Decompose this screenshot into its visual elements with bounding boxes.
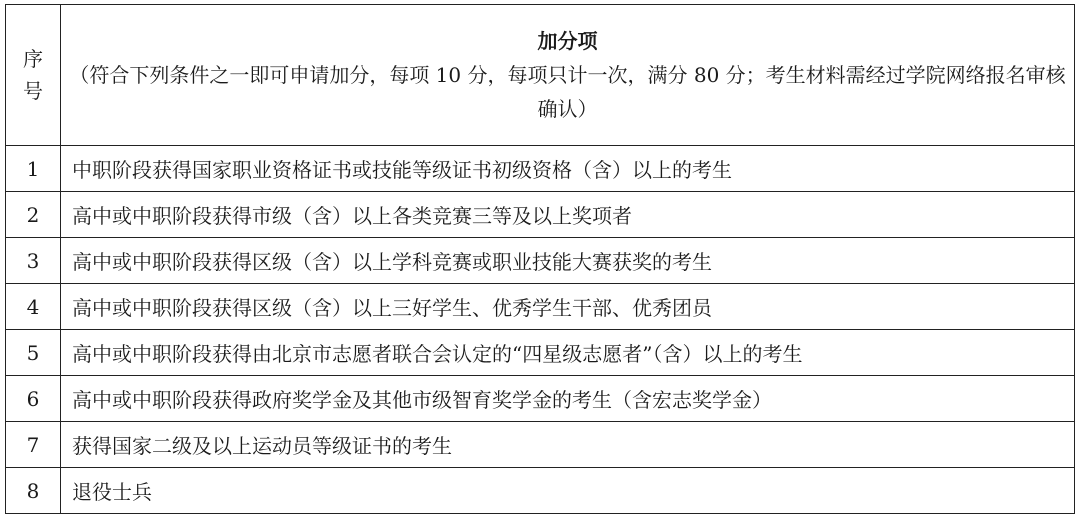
row-number: 6 [6,376,61,422]
serial-number-header-char-2: 号 [23,79,43,103]
row-number: 8 [6,468,61,514]
bonus-points-table [5,4,1075,514]
row-criterion: 高中或中职阶段获得市级（含）以上各类竞赛三等及以上奖项者 [61,192,1075,238]
table-row [6,376,1075,422]
bonus-item-header-note: （符合下列条件之一即可申请加分，每项 10 分，每项只计一次，满分 80 分；考生材料需经过学院网络报名审核确认） [69,63,1066,121]
row-criterion: 高中或中职阶段获得区级（含）以上三好学生、优秀学生干部、优秀团员 [61,284,1075,330]
bonus-item-header-title: 加分项 [537,29,598,53]
table-row [6,146,1075,192]
table-row [6,330,1075,376]
table-row [6,468,1075,514]
bonus-points-table-container [5,4,1074,514]
row-criterion: 中职阶段获得国家职业资格证书或技能等级证书初级资格（含）以上的考生 [61,146,1075,192]
row-criterion: 高中或中职阶段获得区级（含）以上学科竞赛或职业技能大赛获奖的考生 [61,238,1075,284]
row-number: 5 [6,330,61,376]
table-row [6,422,1075,468]
table-row [6,284,1075,330]
row-number: 4 [6,284,61,330]
row-number: 2 [6,192,61,238]
table-row [6,238,1075,284]
row-criterion: 获得国家二级及以上运动员等级证书的考生 [61,422,1075,468]
row-criterion: 退役士兵 [61,468,1075,514]
bonus-item-header [61,5,1075,146]
row-number: 3 [6,238,61,284]
table-header-row [6,5,1075,146]
row-criterion: 高中或中职阶段获得由北京市志愿者联合会认定的“四星级志愿者”（含）以上的考生 [61,330,1075,376]
table-row [6,192,1075,238]
serial-number-header [6,5,61,146]
row-number: 1 [6,146,61,192]
row-criterion: 高中或中职阶段获得政府奖学金及其他市级智育奖学金的考生（含宏志奖学金） [61,376,1075,422]
row-number: 7 [6,422,61,468]
serial-number-header-char-1: 序 [23,47,43,71]
